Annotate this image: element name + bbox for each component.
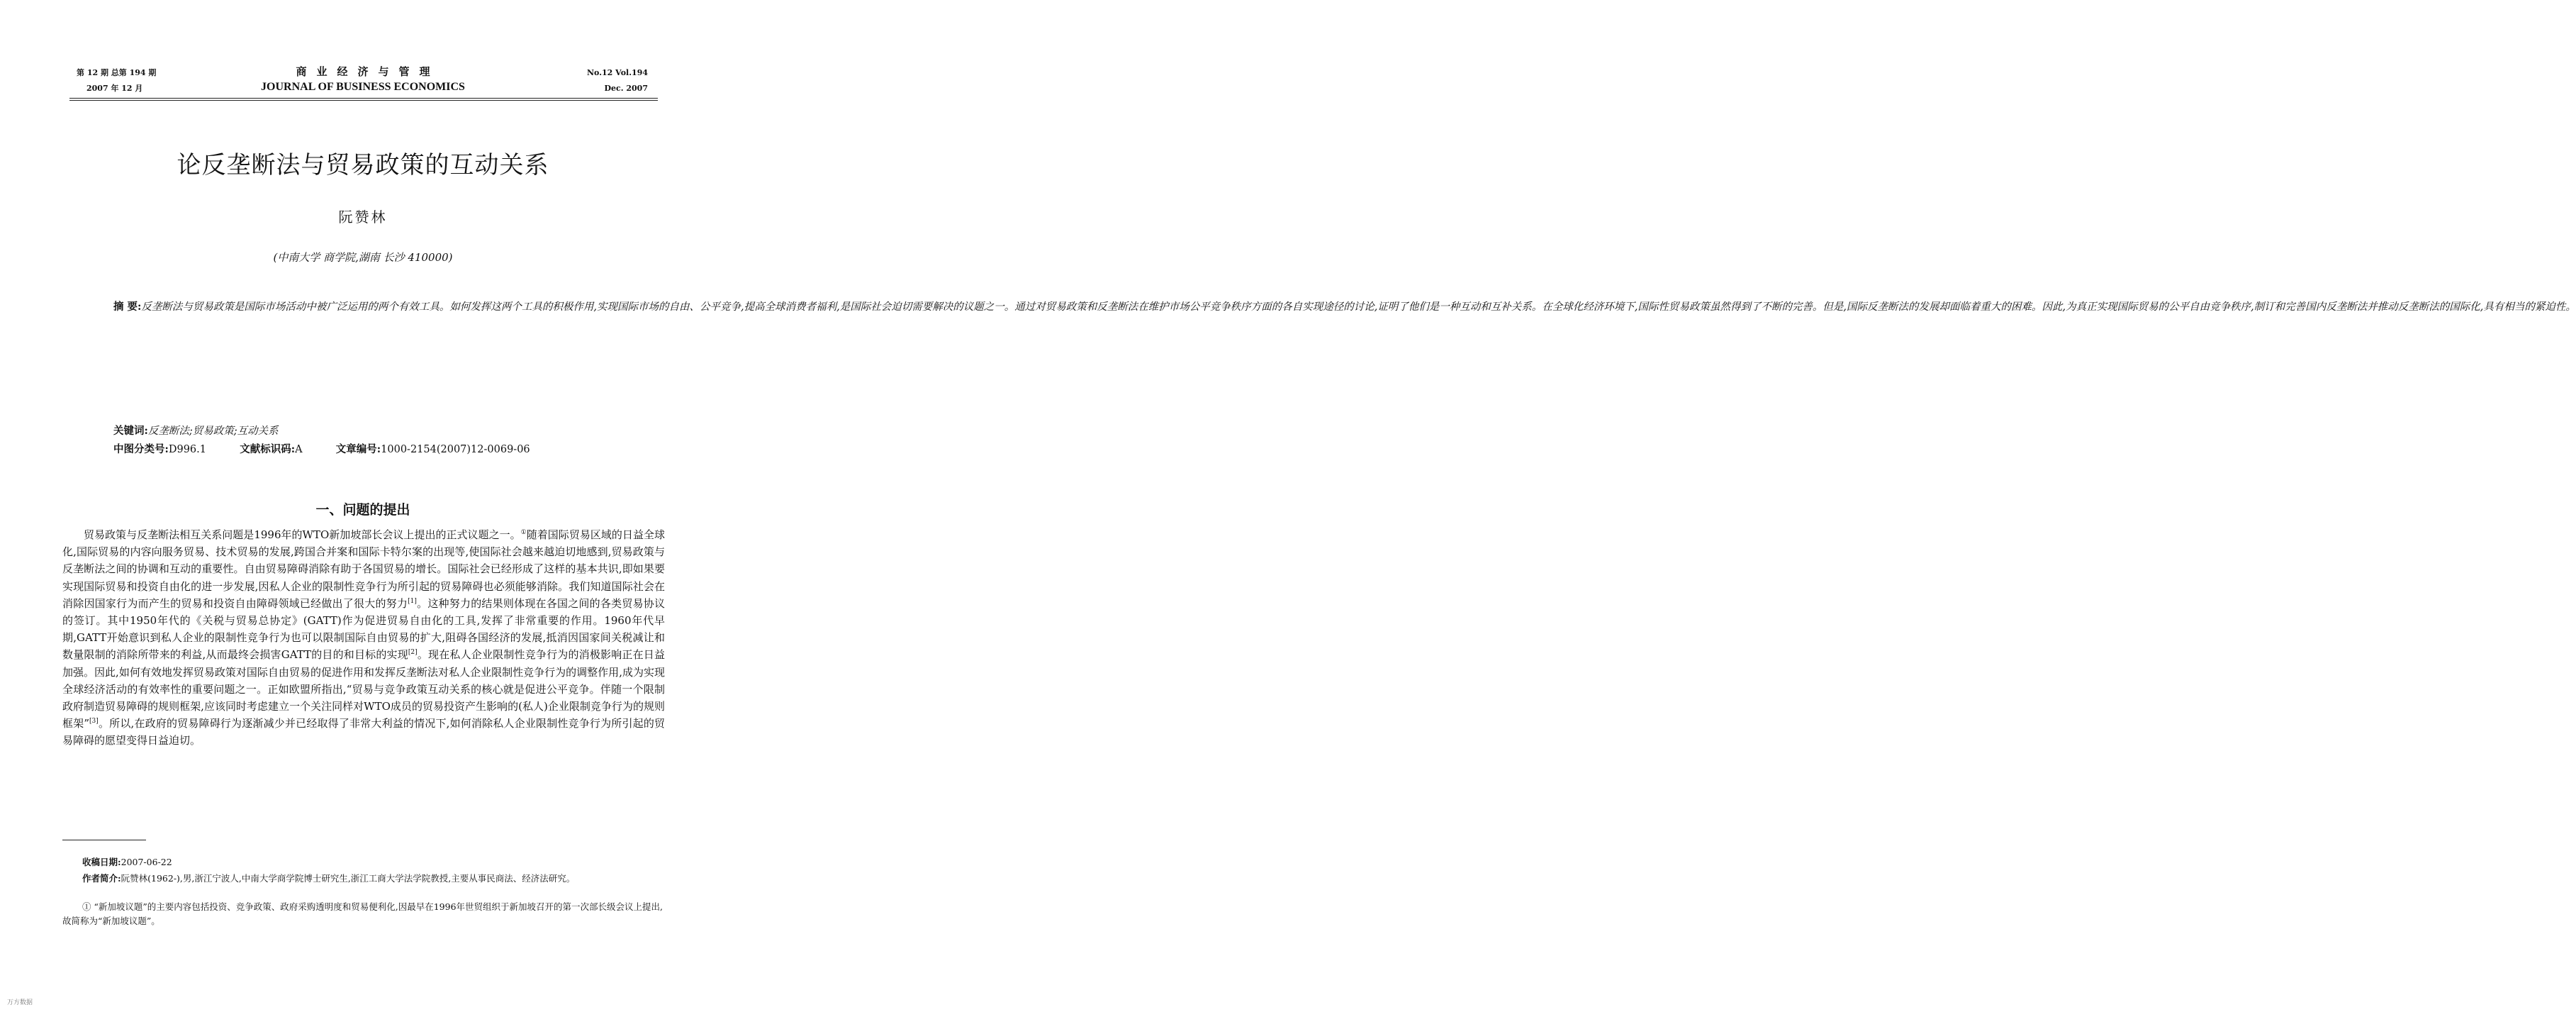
journal-name-cn: 商业经济与管理 [296,65,440,78]
received-date [62,855,685,869]
section-body [62,526,665,750]
citation-marker: [1] [408,597,417,605]
section-heading: 一、问题的提出 [315,502,410,518]
article-author: 阮赞林 [338,208,388,226]
body-text-3: 。这种努力的结果则体现在各国之间的各类贸易协议的签订。其中1950年代的《关税与贸易总协定》(GATT)作为促进贸易自由化的工具,发挥了非常重要的作用。1960年代早期,GATT开始意识到私人企业的限制性竞争行为也可以限制国际自由贸易的扩大,阻碍各国经济的发展,抵消因国家间关税减让和数量限制的消除所带来的利益,从而最终会损害GATT的目的和目标的实现 [62,596,665,662]
abstract [113,298,2576,316]
author-affiliation: (中南大学 商学院,湖南 长沙 410000) [273,251,453,264]
body-text-5: 。所以,在政府的贸易障碍行为逐渐减少并已经取得了非常大利益的情况下,如何消除私人企业限制性竞争行为所引起的贸易障碍的愿望变得日益迫切。 [62,717,665,747]
author-bio-label: 作者简介: [82,873,121,884]
body-text-1: 贸易政策与反垄断法相互关系问题是1996年的WTO新加坡部长会议上提出的正式议题之一。 [84,528,521,541]
date-en: Dec. 2007 [604,84,648,93]
date-line: 2007 年 12 月 [86,84,143,93]
keywords-text: 反垄断法;贸易政策;互动关系 [147,426,279,437]
author-bio-text: 阮赞林(1962-),男,浙江宁波人,中南大学商学院博士研究生,浙江工商大学法学院教授,主要从事民商法、经济法研究。 [121,873,576,884]
clc-value: D996.1 [168,444,206,455]
journal-name-en: JOURNAL OF BUSINESS ECONOMICS [261,81,465,93]
doc-code-value: A [295,444,303,455]
classification-line [113,441,530,456]
article-title: 论反垄断法与贸易政策的互动关系 [177,151,549,179]
doc-code-label: 文献标识码: [240,443,296,455]
received-label: 收稿日期: [82,857,121,867]
body-text-2: 随着国际贸易区域的日益全球化,国际贸易的内容向服务贸易、技术贸易的发展,跨国合并案和国际卡特尔案的出现等,使国际社会越来越迫切地感到,贸易政策与反垄断法之间的协调和互动的重要性。自由贸易障碍消除有助于各国贸易的增长。国际社会已经形成了这样的基本共识,即如果要实现国际贸易和投资自由化的进一步发展,因私人企业的限制性竞争行为所引起的贸易障碍也必须能够消除。我们知道国际社会在消除因国家行为而产生的贸易和投资自由障碍领域已经做出了很大的努力 [62,528,665,610]
no-vol: No.12 Vol.194 [587,68,648,77]
header-rule-thin [69,100,658,101]
citation-marker: [3] [89,718,99,725]
abstract-label: 摘 要: [113,301,142,313]
body-text-4: 。现在私人企业限制性竞争行为的消极影响正在日益加强。因此,如何有效地发挥贸易政策对国际自由贸易的促进作用和发挥反垄断法对私人企业限制性竞争行为的调整作用,成为实现全球经济活动的有效率性的重要问题之一。正如欧盟所指出,“贸易与竞争政策互动关系的核心就是促进公平竞争。伴随一个限制政府制造贸易障碍的规则框架,应该同时考虑建立一个关注同样对WTO成员的贸易投资产生影响的(私人)企业限制竞争行为的规则框架” [62,648,665,730]
header-volume-info [587,65,648,96]
clc-label: 中图分类号: [113,443,169,455]
article-no-label: 文章编号: [335,443,381,455]
citation-marker: [2] [408,649,418,657]
watermark: 万方数据 [7,999,33,1006]
footnote-marker: ① [520,529,527,536]
abstract-text: 反垄断法与贸易政策是国际市场活动中被广泛运用的两个有效工具。如何发挥这两个工具的积极作用,实现国际市场的自由、公平竞争,提高全球消费者福利,是国际社会迫切需要解决的议题之一。通过对贸易政策和反垄断法在维护市场公平竞争秩序方面的各自实现途径的讨论,证明了他们是一种互动和互补关系。在全球化经济环境下,国际性贸易政策虽然得到了不断的完善。但是,国际反垄断法的发展却面临着重大的困难。因此,为真正实现国际贸易的公平自由竞争秩序,制订和完善国内反垄断法并推动反垄断法的国际化,具有相当的紧迫性。 [141,301,2576,313]
article-no-value: 1000-2154(2007)12-0069-06 [381,444,530,455]
footnote-1: ① “新加坡议题”的主要内容包括投资、竞争政策、政府采购透明度和贸易便利化,因最早在1996年世贸组织于新加坡召开的第一次部长级会议上提出,故简称为“新加坡议题”。 [62,901,663,926]
keywords [113,423,279,438]
received-value: 2007-06-22 [121,857,172,867]
issue-line: 第 12 期 总第 194 期 [77,68,157,77]
header-rule [69,98,658,99]
keywords-label: 关键词: [113,425,148,437]
author-bio [62,872,665,886]
